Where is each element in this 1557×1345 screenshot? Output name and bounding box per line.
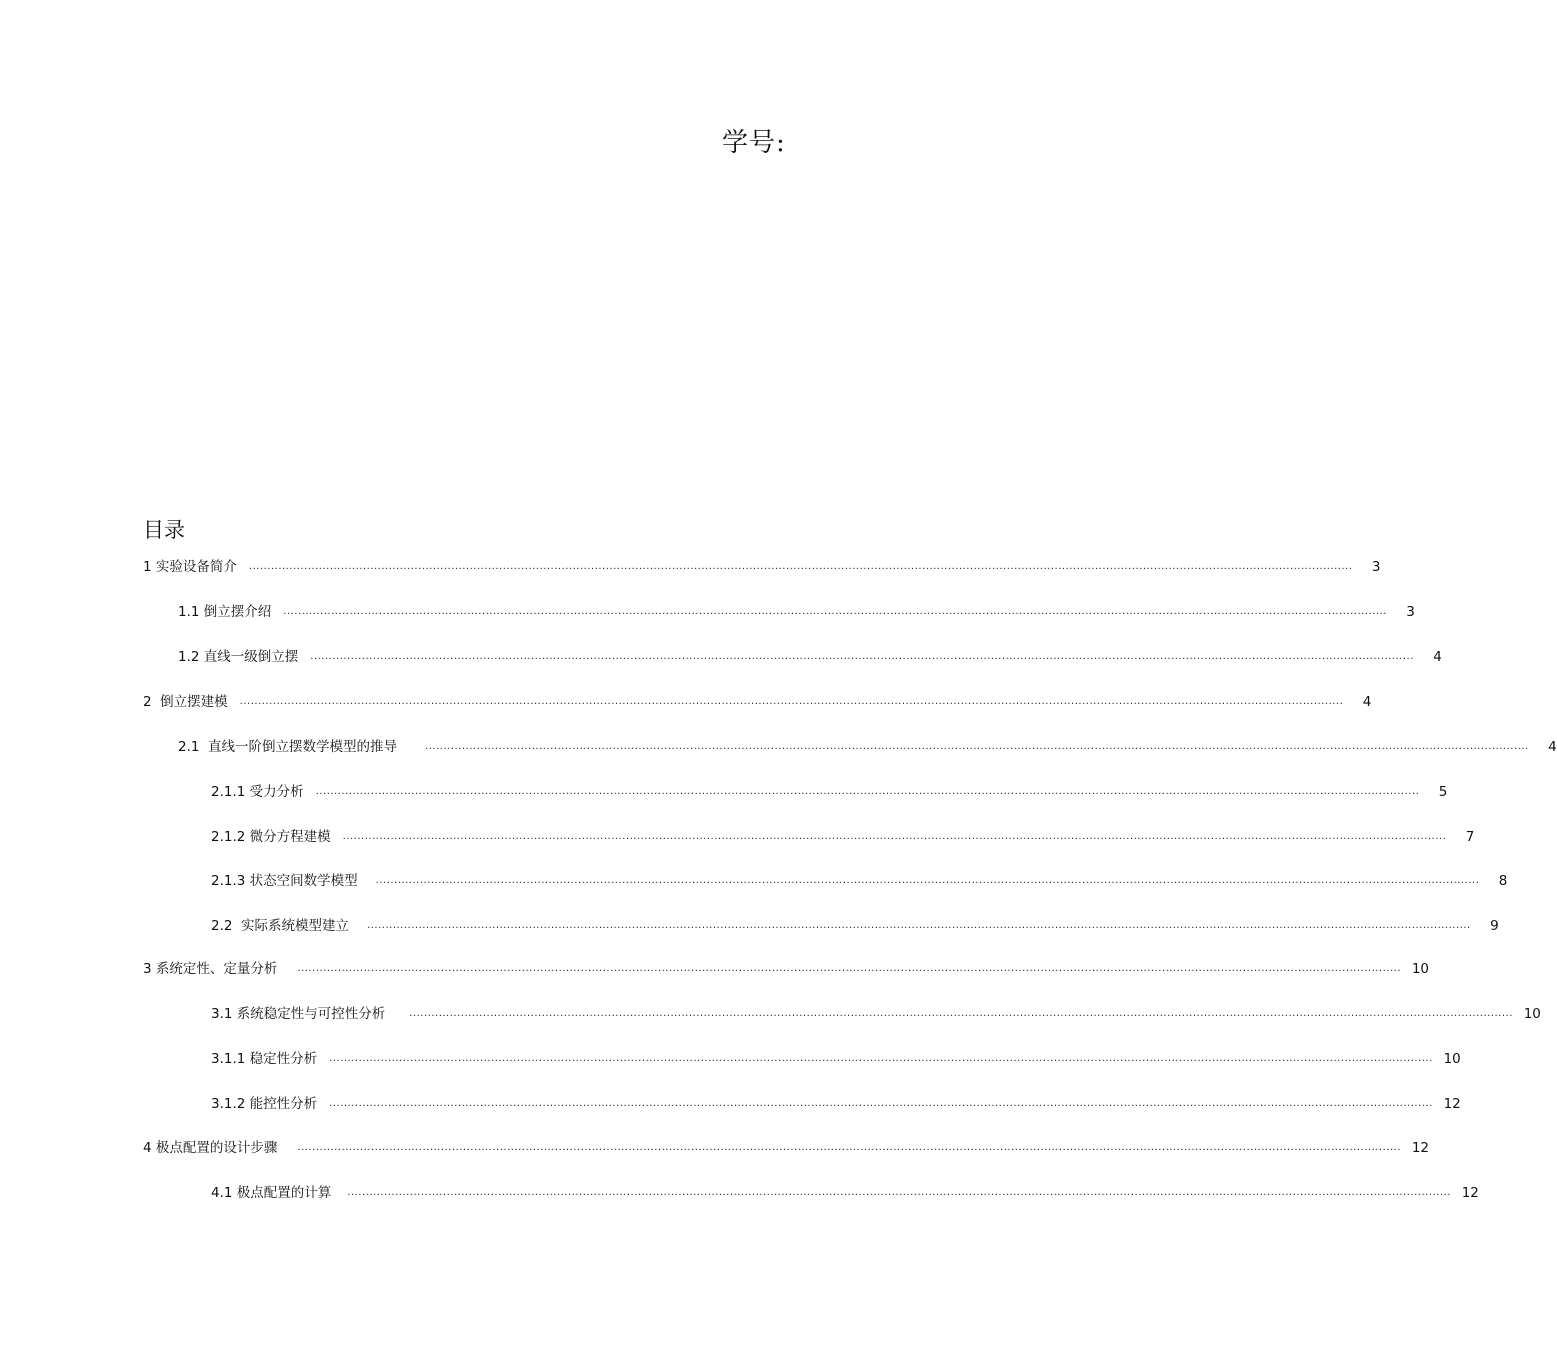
toc-entry-label: 2 倒立摆建模: [143, 694, 228, 710]
toc-leader-dots: ............................................................................................................................................................................................................................................................................................................: [375, 875, 1480, 886]
toc-entry-label: 3.1 系统稳定性与可控性分析: [211, 1006, 386, 1022]
toc-leader-dots: ............................................................................................................................................................................................................................................................................................................: [310, 651, 1414, 662]
toc-entry-label: 4 极点配置的设计步骤: [143, 1140, 278, 1156]
toc-entry-page: 8: [1498, 873, 1508, 889]
toc-entry[interactable]: [211, 782, 1448, 802]
toc-entry-label: 4.1 极点配置的计算: [211, 1185, 332, 1201]
toc-entry[interactable]: [143, 1138, 1430, 1158]
toc-entry-page: 10: [1411, 961, 1430, 977]
toc-entry[interactable]: [178, 647, 1442, 667]
toc-entry[interactable]: [211, 916, 1499, 936]
toc-entry-page: 7: [1465, 829, 1475, 845]
toc-entry[interactable]: [211, 1004, 1541, 1024]
toc-leader-dots: ............................................................................................................................................................................................................................................................................................................: [409, 1008, 1513, 1019]
toc-entry-page: 12: [1461, 1185, 1479, 1201]
toc-leader-dots: ............................................................................................................................................................................................................................................................................................................: [425, 741, 1529, 752]
toc-entry-page: 4: [1362, 694, 1372, 710]
student-id-label: 学号:: [722, 128, 786, 158]
toc-entry-label: 1.2 直线一级倒立摆: [178, 649, 299, 665]
toc-leader-dots: ............................................................................................................................................................................................................................................................................................................: [347, 1187, 1451, 1198]
toc-entry-page: 4: [1548, 739, 1557, 755]
toc-entry-page: 10: [1443, 1051, 1461, 1067]
toc-entry[interactable]: [211, 871, 1508, 891]
toc-entry-page: 12: [1443, 1096, 1461, 1112]
toc-entry[interactable]: [143, 959, 1430, 979]
toc-entry-label: 1 实验设备简介: [143, 559, 237, 575]
toc-entry-label: 2.2 实际系统模型建立: [211, 918, 350, 934]
toc-leader-dots: ............................................................................................................................................................................................................................................................................................................: [297, 1142, 1402, 1153]
toc-entry-page: 10: [1523, 1006, 1541, 1022]
toc-entry-label: 3.1.2 能控性分析: [211, 1096, 318, 1112]
toc-leader-dots: ............................................................................................................................................................................................................................................................................................................: [342, 831, 1447, 842]
toc-entry-label: 2.1 直线一阶倒立摆数学模型的推导: [178, 739, 398, 755]
toc-entry-label: 3 系统定性、定量分析: [143, 961, 278, 977]
toc-entry-page: 12: [1411, 1140, 1430, 1156]
toc-leader-dots: ............................................................................................................................................................................................................................................................................................................: [315, 786, 1420, 797]
toc-leader-dots: ............................................................................................................................................................................................................................................................................................................: [367, 920, 1471, 931]
toc-leader-dots: ............................................................................................................................................................................................................................................................................................................: [248, 561, 1353, 572]
toc-entry-page: 3: [1406, 604, 1415, 620]
toc-leader-dots: ............................................................................................................................................................................................................................................................................................................: [283, 606, 1387, 617]
toc-leader-dots: ............................................................................................................................................................................................................................................................................................................: [329, 1053, 1433, 1064]
toc-entry[interactable]: [143, 692, 1372, 712]
toc-entry-page: 9: [1490, 918, 1499, 934]
toc-entry[interactable]: [211, 1183, 1479, 1203]
toc-entry-page: 3: [1371, 559, 1381, 575]
toc-entry-label: 3.1.1 稳定性分析: [211, 1051, 318, 1067]
toc-entry[interactable]: [211, 1049, 1461, 1069]
toc-entry-label: 2.1.2 微分方程建模: [211, 829, 331, 845]
toc-entry-label: 2.1.3 状态空间数学模型: [211, 873, 358, 889]
toc-entry[interactable]: [211, 1094, 1461, 1114]
toc-entry[interactable]: [178, 602, 1415, 622]
toc-title: 目录: [143, 518, 185, 542]
toc-leader-dots: ............................................................................................................................................................................................................................................................................................................: [297, 963, 1402, 974]
toc-entry-page: 5: [1438, 784, 1448, 800]
toc-entry-label: 1.1 倒立摆介绍: [178, 604, 272, 620]
toc-entry-page: 4: [1433, 649, 1442, 665]
toc-leader-dots: ............................................................................................................................................................................................................................................................................................................: [329, 1098, 1433, 1109]
toc-entry[interactable]: [178, 737, 1557, 757]
toc-entry[interactable]: [211, 827, 1475, 847]
toc-entry[interactable]: [143, 557, 1381, 577]
toc-entry-label: 2.1.1 受力分析: [211, 784, 304, 800]
toc-leader-dots: ............................................................................................................................................................................................................................................................................................................: [239, 696, 1344, 707]
